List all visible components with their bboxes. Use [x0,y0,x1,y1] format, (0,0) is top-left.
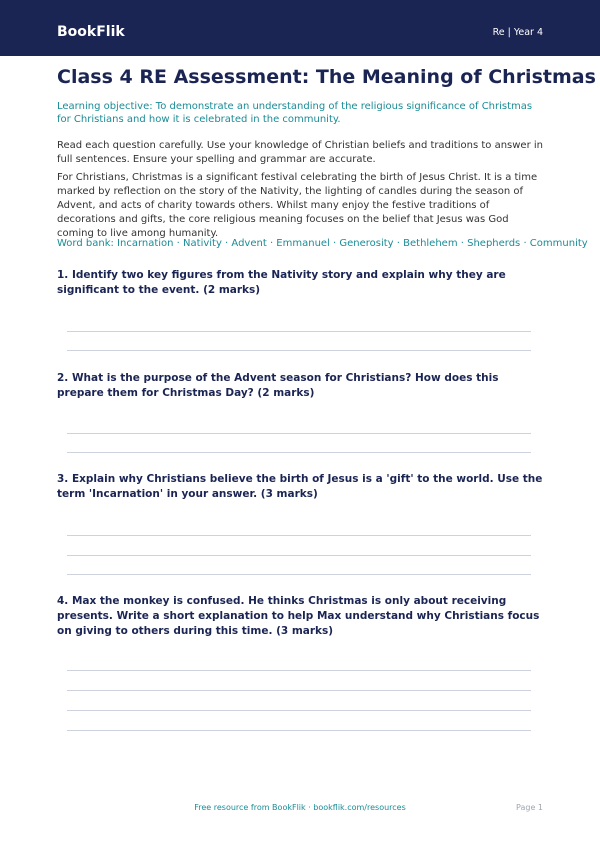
answer-line[interactable] [67,350,531,351]
learning-objective: Learning objective: To demonstrate an understanding of the religious significance of Christmas for Christians and how it is celebrated in the community. [57,101,533,125]
answer-line[interactable] [67,535,531,536]
instructions-paragraph: Read each question carefully. Use your knowledge of Christian beliefs and traditions to answer in full sentences. Ensure your spelling and grammar are accurate. [57,140,543,165]
answer-line[interactable] [67,452,531,453]
page-header [0,0,600,56]
question-1: 1. Identify two key figures from the Nativity story and explain why they are significant to the event. (2 marks) [57,269,506,296]
answer-line[interactable] [67,555,531,556]
answer-line[interactable] [67,710,531,711]
answer-line[interactable] [67,433,531,434]
answer-line[interactable] [67,730,531,731]
subject-year-label: Re | Year 4 [492,27,543,38]
intro-paragraph: For Christians, Christmas is a significant festival celebrating the birth of Jesus Christ. It is a time marked by reflection on the story of the Nativity, the lighting of candles during the season of Advent, and acts of charity towards others. Whilst many enjoy the festive traditions of decorations and gifts, the core religious meaning focuses on the belief that Jesus was God coming to live among humanity. [57,172,538,239]
answer-line[interactable] [67,574,531,575]
answer-line[interactable] [67,331,531,332]
word-bank: Word bank: Incarnation · Nativity · Advent · Emmanuel · Generosity · Bethlehem · Shepherds · Community [57,238,588,249]
page-title: Class 4 RE Assessment: The Meaning of Christmas [57,66,596,88]
answer-line[interactable] [67,670,531,671]
answer-line[interactable] [67,690,531,691]
page-number: Page 1 [516,803,543,812]
brand-logo-text: BookFlik [57,24,125,40]
question-2: 2. What is the purpose of the Advent season for Christians? How does this prepare them for Christmas Day? (2 marks) [57,372,499,399]
footer-resource-link[interactable]: Free resource from BookFlik · bookflik.com/resources [194,803,406,812]
question-3: 3. Explain why Christians believe the birth of Jesus is a 'gift' to the world. Use the term 'Incarnation' in your answer. (3 marks) [57,473,543,500]
question-4: 4. Max the monkey is confused. He thinks Christmas is only about receiving presents. Write a short explanation to help Max understand why Christians focus on giving to others during this time. (3 marks) [57,595,540,637]
